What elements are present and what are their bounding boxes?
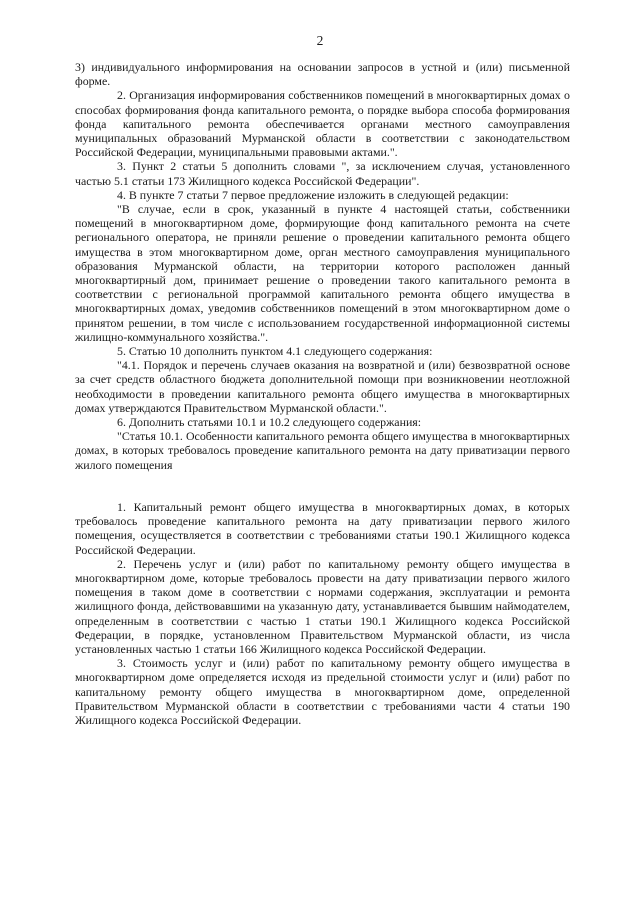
document-body [75,60,570,727]
article-10-1-part-2: 2. Перечень услуг и (или) работ по капитальному ремонту общего имущества в многоквартирном доме, которые требовалось провести на дату приватизации первого жилого помещения в таком доме в соответствии с нормами содержания, эксплуатации и ремонта жилищного фонда, действовавшими на указанную дату, устанавливается бывшим наймодателем, определенным в соответствии с частью 1 статьи 190.1 Жилищного кодекса Российской Федерации, в порядке, установленном Правительством Мурманской области, из числа установленных частью 1 статьи 166 Жилищного кодекса Российской Федерации. [75,556,570,656]
paragraph-amendment-4: 4. В пункте 7 статьи 7 первое предложение изложить в следующей редакции: [117,187,509,202]
paragraph-quote-article-7: "В случае, если в срок, указанный в пункте 4 настоящей статьи, собственники помещений в многоквартирном доме, формирующие фонд капитального ремонта на счете регионального оператора, не приняли решение о проведении капитального ремонта общего имущества в этом многоквартирном доме, орган местного самоуправления муниципального образования Мурманской области, на территории которого расположен данный многоквартирный дом, принимает решение о проведении такого капитального ремонта в соответствии с региональной программой капитального ремонта общего имущества в многоквартирных домах, уведомив собственников помещений в этом многоквартирном доме о принятом решении, в том числе с использованием государственной информационной системы жилищно-коммунального хозяйства.". [75,202,570,344]
paragraph-amendment-5: 5. Статью 10 дополнить пунктом 4.1 следующего содержания: [117,344,433,359]
article-10-1-part-1: 1. Капитальный ремонт общего имущества в многоквартирных домах, в которых требовалось проведение капитального ремонта на дату приватизации первого жилого помещения, осуществляется в соответствии с требованиями статьи 190.1 Жилищного кодекса Российской Федерации. [75,499,570,557]
paragraph-amendment-3: 3. Пункт 2 статьи 5 дополнить словами ", за исключением случая, установленного частью 5.1 статьи 173 Жилищного кодекса Российской Федерации". [75,159,570,188]
section-spacer [75,472,570,500]
paragraph-amendment-6: 6. Дополнить статьями 10.1 и 10.2 следующего содержания: [117,415,422,430]
paragraph-item-3: 3) индивидуального информирования на основании запросов в устной и (или) письменной форме. [75,60,570,89]
page-number: 2 [316,33,324,48]
article-10-1-heading: "Статья 10.1. Особенности капитального ремонта общего имущества в многоквартирных домах, в которых требовалось проведение капитального ремонта на дату приватизации первого жилого помещения [75,429,570,472]
paragraph-clause-2: 2. Организация информирования собственников помещений в многоквартирных домах о способах формирования фонда капитального ремонта, о порядке выбора способа формирования фонда капитального ремонта обеспечивается органами местного самоуправления муниципальных образований Мурманской области в соответствии с законодательством Российской Федерации, муниципальными правовыми актами.". [75,88,570,160]
paragraph-quote-4-1: "4.1. Порядок и перечень случаев оказания на возвратной и (или) безвозвратной основе за счет средств областного бюджета дополнительной помощи при возникновении неотложной необходимости в проведении капитального ремонта общего имущества в многоквартирных домах утверждаются Правительством Мурманской области.". [75,358,570,415]
article-10-1-part-3: 3. Стоимость услуг и (или) работ по капитальному ремонту общего имущества в многоквартирном доме определяется исходя из предельной стоимости услуг и (или) работ по капитальному ремонту общего имущества в многоквартирном доме, определенной Правительством Мурманской области в соответствии с требованиями части 4 статьи 190 Жилищного кодекса Российской Федерации. [75,656,570,727]
